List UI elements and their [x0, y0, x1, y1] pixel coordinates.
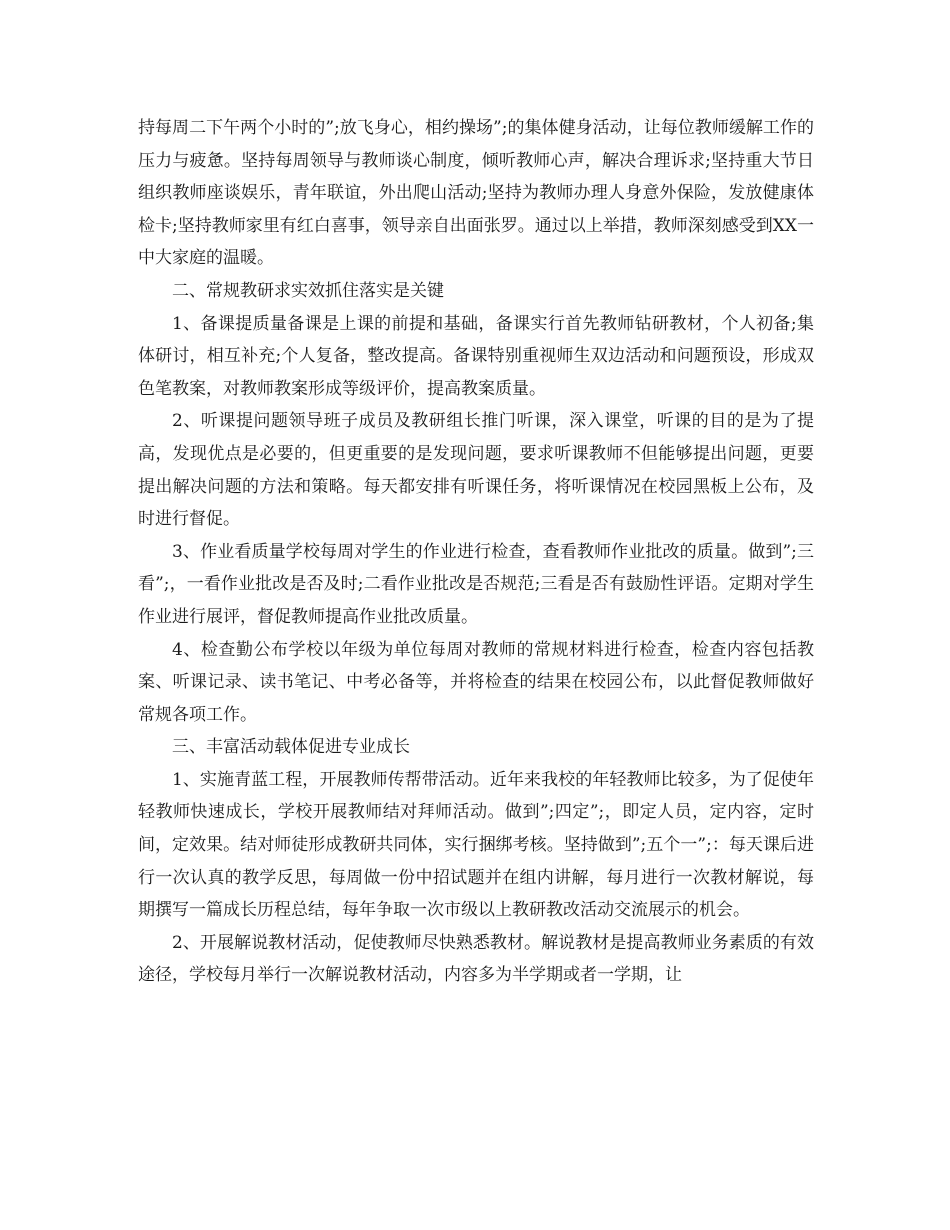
section-heading-3: 三、丰富活动载体促进专业成长 — [172, 737, 410, 758]
paragraph-inspection: 4、检查勤公布学校以年级为单位每周对教师的常规材料进行检查，检查内容包括教案、听课记录、读书笔记、中考必备等，并将检查的结果在校园公布，以此督促教师做好常规各项工作。 — [138, 639, 814, 725]
paragraph-continuation: 持每周二下午两个小时的”;放飞身心，相约操场”;的集体健身活动，让每位教师缓解工作的压力与疲惫。坚持每周领导与教师谈心制度，倾听教师心声，解决合理诉求;坚持重大节日组织教师座谈娱乐，青年联谊，外出爬山活动;坚持为教师办理人身意外保险，发放健康体检卡;坚持教师家里有红白喜事，领导亲自出面张罗。通过以上举措，教师深刻感受到XX一中大家庭的温暖。 — [138, 118, 814, 269]
section-heading-2: 二、常规教研求实效抓住落实是关键 — [172, 280, 444, 301]
document-body — [138, 112, 814, 992]
paragraph-lesson-observation: 2、听课提问题领导班子成员及教研组长推门听课，深入课堂，听课的目的是为了提高，发现优点是必要的，但更重要的是发现问题，要求听课教师不但能够提出问题，更要提出解决问题的方法和策略。每天都安排有听课任务，将听课情况在校园黑板上公布，及时进行督促。 — [138, 411, 814, 530]
paragraph-lesson-prep: 1、备课提质量备课是上课的前提和基础，备课实行首先教师钻研教材，个人初备;集体研讨，相互补充;个人复备，整改提高。备课特别重视师生双边活动和问题预设，形成双色笔教案，对教师教案形成等级评价，提高教案质量。 — [138, 313, 814, 399]
paragraph-homework-quality: 3、作业看质量学校每周对学生的作业进行检查，查看教师作业批改的质量。做到”;三看”;，一看作业批改是否及时;二看作业批改是否规范;三看是否有鼓励性评语。定期对学生作业进行展评，督促教师提高作业批改质量。 — [138, 541, 814, 627]
paragraph-textbook-explanation: 2、开展解说教材活动，促使教师尽快熟悉教材。解说教材是提高教师业务素质的有效途径，学校每月举行一次解说教材活动，内容多为半学期或者一学期，让 — [138, 932, 814, 986]
paragraph-mentoring: 1、实施青蓝工程，开展教师传帮带活动。近年来我校的年轻教师比较多，为了促使年轻教师快速成长，学校开展教师结对拜师活动。做到”;四定”;，即定人员，定内容，定时间，定效果。结对师徒形成教研共同体，实行捆绑考核。坚持做到”;五个一”;：每天课后进行一次认真的教学反思，每周做一份中招试题并在组内讲解，每月进行一次教材解说，每期撰写一篇成长历程总结，每年争取一次市级以上教研教改活动交流展示的机会。 — [138, 769, 814, 921]
